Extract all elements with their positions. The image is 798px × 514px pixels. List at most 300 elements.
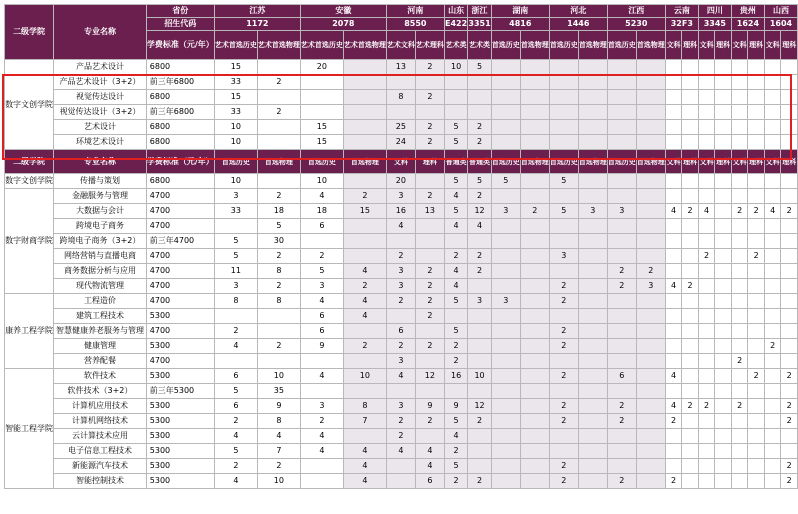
quota-cell xyxy=(764,399,781,414)
province-code: 2078 xyxy=(300,18,386,31)
subject-header: 艺术文科 xyxy=(386,31,415,60)
quota-cell: 3 xyxy=(386,279,415,294)
major-name: 营养配餐 xyxy=(54,354,147,369)
quota-cell xyxy=(257,309,300,324)
province-name: 江苏 xyxy=(214,5,300,18)
quota-cell xyxy=(781,234,798,249)
quota-cell: 8 xyxy=(214,294,257,309)
quota-cell xyxy=(491,399,520,414)
quota-cell: 5 xyxy=(444,294,467,309)
subject-header-2: 首选历史 xyxy=(491,150,520,174)
quota-cell xyxy=(607,249,636,264)
quota-cell: 2 xyxy=(415,60,444,75)
fee-header-2: 学费标准（元/年） xyxy=(146,150,214,174)
quota-cell: 2 xyxy=(257,189,300,204)
quota-cell xyxy=(636,294,665,309)
quota-cell xyxy=(468,444,492,459)
province-code: 1624 xyxy=(731,18,764,31)
quota-cell: 7 xyxy=(343,414,386,429)
quota-cell xyxy=(665,249,682,264)
table-row xyxy=(5,174,798,189)
major-name: 网络营销与直播电商 xyxy=(54,249,147,264)
quota-cell: 33 xyxy=(214,105,257,120)
quota-cell xyxy=(731,459,748,474)
quota-cell: 8 xyxy=(386,90,415,105)
quota-cell xyxy=(665,135,682,150)
quota-cell xyxy=(698,264,715,279)
quota-cell xyxy=(715,414,732,429)
quota-cell: 4 xyxy=(665,399,682,414)
quota-cell xyxy=(636,309,665,324)
major-name: 跨境电子商务（3+2） xyxy=(54,234,147,249)
quota-cell xyxy=(731,105,748,120)
quota-cell xyxy=(386,384,415,399)
quota-cell xyxy=(698,294,715,309)
quota-cell: 2 xyxy=(257,249,300,264)
major-name: 跨境电子商务 xyxy=(54,219,147,234)
quota-cell: 5 xyxy=(257,219,300,234)
quota-cell xyxy=(578,294,607,309)
quota-cell xyxy=(764,60,781,75)
quota-cell xyxy=(578,474,607,489)
quota-cell: 2 xyxy=(343,279,386,294)
quota-cell: 20 xyxy=(300,60,343,75)
quota-cell xyxy=(682,324,699,339)
quota-cell: 2 xyxy=(386,294,415,309)
quota-cell xyxy=(468,279,492,294)
table-row xyxy=(5,279,798,294)
quota-cell xyxy=(415,75,444,90)
quota-cell: 2 xyxy=(549,279,578,294)
quota-cell xyxy=(491,234,520,249)
quota-cell xyxy=(682,249,699,264)
quota-cell: 2 xyxy=(698,249,715,264)
quota-cell: 5 xyxy=(214,444,257,459)
table-row xyxy=(5,60,798,75)
fee-value: 6800 xyxy=(146,174,214,189)
quota-cell xyxy=(468,309,492,324)
quota-cell xyxy=(682,384,699,399)
quota-cell xyxy=(748,294,765,309)
subject-header-2: 理科 xyxy=(415,150,444,174)
fee-value: 5300 xyxy=(146,369,214,384)
quota-cell: 4 xyxy=(343,264,386,279)
fee-value: 6800 xyxy=(146,60,214,75)
quota-cell xyxy=(636,459,665,474)
quota-cell: 3 xyxy=(386,399,415,414)
quota-cell: 2 xyxy=(214,324,257,339)
quota-cell: 13 xyxy=(386,60,415,75)
quota-cell xyxy=(257,324,300,339)
quota-cell xyxy=(715,444,732,459)
major-name: 产品艺术设计 xyxy=(54,60,147,75)
quota-cell: 3 xyxy=(300,399,343,414)
quota-cell: 8 xyxy=(257,294,300,309)
quota-cell xyxy=(636,75,665,90)
quota-cell xyxy=(715,354,732,369)
quota-cell: 2 xyxy=(214,414,257,429)
quota-cell xyxy=(748,354,765,369)
quota-cell: 3 xyxy=(214,189,257,204)
quota-cell xyxy=(520,474,549,489)
province-name: 贵州 xyxy=(731,5,764,18)
quota-cell xyxy=(682,234,699,249)
quota-cell xyxy=(520,309,549,324)
quota-cell: 2 xyxy=(731,354,748,369)
quota-cell: 2 xyxy=(781,414,798,429)
quota-cell xyxy=(444,90,467,105)
quota-cell xyxy=(748,264,765,279)
quota-cell xyxy=(578,324,607,339)
subject-header: 艺术理科 xyxy=(415,31,444,60)
quota-cell xyxy=(343,60,386,75)
quota-cell xyxy=(578,309,607,324)
table-row xyxy=(5,474,798,489)
province-row xyxy=(5,5,798,18)
major-name: 计算机网络技术 xyxy=(54,414,147,429)
quota-cell xyxy=(731,324,748,339)
quota-cell xyxy=(520,120,549,135)
quota-cell: 2 xyxy=(415,135,444,150)
quota-cell xyxy=(698,105,715,120)
quota-cell xyxy=(607,135,636,150)
subject-header-2: 首选物理 xyxy=(343,150,386,174)
quota-cell xyxy=(491,219,520,234)
quota-cell xyxy=(682,339,699,354)
quota-cell: 24 xyxy=(386,135,415,150)
quota-cell: 15 xyxy=(300,120,343,135)
quota-cell xyxy=(698,309,715,324)
table-row xyxy=(5,354,798,369)
province-name: 江西 xyxy=(607,5,665,18)
quota-cell xyxy=(665,105,682,120)
quota-cell: 2 xyxy=(665,414,682,429)
quota-cell xyxy=(781,60,798,75)
subject-header: 艺术首选物理 xyxy=(343,31,386,60)
quota-cell: 10 xyxy=(214,135,257,150)
quota-cell: 4 xyxy=(214,429,257,444)
province-name: 安徽 xyxy=(300,5,386,18)
quota-cell xyxy=(343,75,386,90)
second-header-row xyxy=(5,150,798,174)
province-name: 河北 xyxy=(549,5,607,18)
quota-cell xyxy=(607,384,636,399)
quota-cell: 2 xyxy=(343,189,386,204)
enrollment-plan-table xyxy=(4,4,798,489)
quota-cell: 5 xyxy=(444,459,467,474)
quota-cell: 2 xyxy=(607,414,636,429)
subject-header: 文科 xyxy=(698,31,715,60)
quota-cell xyxy=(748,135,765,150)
quota-cell: 9 xyxy=(444,399,467,414)
quota-cell xyxy=(665,459,682,474)
quota-cell: 3 xyxy=(386,264,415,279)
quota-cell xyxy=(781,219,798,234)
province-name: 浙江 xyxy=(468,5,492,18)
major-name: 软件技术 xyxy=(54,369,147,384)
quota-cell: 2 xyxy=(444,474,467,489)
quota-cell: 4 xyxy=(415,444,444,459)
quota-cell xyxy=(764,135,781,150)
quota-cell: 4 xyxy=(665,279,682,294)
quota-cell xyxy=(415,249,444,264)
quota-cell xyxy=(748,90,765,105)
quota-cell: 20 xyxy=(386,174,415,189)
quota-cell: 10 xyxy=(214,120,257,135)
quota-cell: 5 xyxy=(444,204,467,219)
quota-cell: 2 xyxy=(468,414,492,429)
quota-cell: 18 xyxy=(300,204,343,219)
quota-cell xyxy=(781,354,798,369)
table-row xyxy=(5,75,798,90)
quota-cell xyxy=(698,324,715,339)
major-header: 专业名称 xyxy=(54,5,147,60)
quota-cell xyxy=(468,384,492,399)
quota-cell: 4 xyxy=(300,429,343,444)
quota-cell xyxy=(549,354,578,369)
quota-cell: 10 xyxy=(257,474,300,489)
quota-cell xyxy=(578,384,607,399)
subject-header-2: 文科 xyxy=(731,150,748,174)
quota-cell xyxy=(698,75,715,90)
fee-value: 4700 xyxy=(146,324,214,339)
subject-header: 艺术类 xyxy=(444,31,467,60)
quota-cell: 4 xyxy=(300,189,343,204)
major-header-2: 专业名称 xyxy=(54,150,147,174)
quota-cell xyxy=(715,324,732,339)
subject-header: 文科 xyxy=(764,31,781,60)
quota-cell xyxy=(549,120,578,135)
quota-cell xyxy=(682,354,699,369)
quota-cell xyxy=(748,309,765,324)
quota-cell: 16 xyxy=(386,204,415,219)
quota-cell xyxy=(731,174,748,189)
quota-cell xyxy=(715,279,732,294)
quota-cell xyxy=(549,189,578,204)
quota-cell xyxy=(578,264,607,279)
school-name: 数字文创学院 xyxy=(5,174,54,189)
quota-cell xyxy=(698,474,715,489)
quota-cell: 2 xyxy=(386,249,415,264)
quota-cell: 4 xyxy=(444,264,467,279)
fee-value: 6800 xyxy=(146,90,214,105)
quota-cell xyxy=(682,459,699,474)
quota-cell xyxy=(549,234,578,249)
quota-cell xyxy=(578,339,607,354)
quota-cell xyxy=(300,474,343,489)
quota-cell xyxy=(491,459,520,474)
quota-cell xyxy=(781,339,798,354)
province-code: E422 xyxy=(444,18,467,31)
table-row xyxy=(5,234,798,249)
quota-cell xyxy=(491,249,520,264)
quota-cell xyxy=(520,399,549,414)
quota-cell xyxy=(468,234,492,249)
quota-cell xyxy=(520,90,549,105)
quota-cell xyxy=(343,174,386,189)
quota-cell xyxy=(491,444,520,459)
quota-cell xyxy=(468,90,492,105)
quota-cell xyxy=(764,90,781,105)
quota-cell xyxy=(415,384,444,399)
quota-cell xyxy=(257,135,300,150)
quota-cell xyxy=(781,384,798,399)
major-name: 商务数据分析与应用 xyxy=(54,264,147,279)
quota-cell: 3 xyxy=(491,294,520,309)
quota-cell: 4 xyxy=(444,219,467,234)
quota-cell xyxy=(764,369,781,384)
quota-cell xyxy=(343,354,386,369)
subject-header: 首选物理 xyxy=(520,31,549,60)
quota-cell xyxy=(491,309,520,324)
quota-cell: 10 xyxy=(468,369,492,384)
quota-cell: 2 xyxy=(300,249,343,264)
quota-cell xyxy=(520,75,549,90)
quota-cell xyxy=(764,174,781,189)
quota-cell xyxy=(731,384,748,399)
quota-cell: 4 xyxy=(300,369,343,384)
quota-cell xyxy=(444,75,467,90)
table-row xyxy=(5,339,798,354)
quota-cell: 2 xyxy=(549,369,578,384)
major-name: 智能控制技术 xyxy=(54,474,147,489)
quota-cell: 4 xyxy=(698,204,715,219)
quota-cell xyxy=(468,429,492,444)
table-row xyxy=(5,369,798,384)
quota-cell xyxy=(386,459,415,474)
subject-header-2: 文科 xyxy=(698,150,715,174)
quota-cell xyxy=(698,219,715,234)
quota-cell: 4 xyxy=(343,309,386,324)
quota-cell xyxy=(578,444,607,459)
quota-cell: 4 xyxy=(214,339,257,354)
major-name: 现代物流管理 xyxy=(54,279,147,294)
quota-cell xyxy=(636,189,665,204)
subject-header: 艺术首选历史 xyxy=(214,31,257,60)
quota-cell: 2 xyxy=(682,204,699,219)
province-name: 山西 xyxy=(764,5,797,18)
subject-header: 理科 xyxy=(715,31,732,60)
major-name: 产品艺术设计（3+2） xyxy=(54,75,147,90)
quota-cell xyxy=(682,474,699,489)
quota-cell xyxy=(636,234,665,249)
quota-cell xyxy=(764,234,781,249)
quota-cell: 2 xyxy=(607,399,636,414)
major-name: 艺术设计 xyxy=(54,120,147,135)
quota-cell: 4 xyxy=(343,474,386,489)
fee-value: 6800 xyxy=(146,135,214,150)
quota-cell xyxy=(731,474,748,489)
quota-cell: 4 xyxy=(300,294,343,309)
quota-cell xyxy=(386,105,415,120)
quota-cell xyxy=(715,189,732,204)
major-name: 环境艺术设计 xyxy=(54,135,147,150)
quota-cell xyxy=(682,294,699,309)
school-name: 数字财商学院 xyxy=(5,189,54,294)
quota-cell xyxy=(665,174,682,189)
major-name: 软件技术（3+2） xyxy=(54,384,147,399)
quota-cell xyxy=(386,474,415,489)
quota-cell: 10 xyxy=(257,369,300,384)
fee-value: 5300 xyxy=(146,399,214,414)
quota-cell: 2 xyxy=(636,264,665,279)
quota-cell xyxy=(300,459,343,474)
quota-cell xyxy=(578,75,607,90)
quota-cell xyxy=(214,219,257,234)
quota-cell xyxy=(748,120,765,135)
quota-cell: 2 xyxy=(386,414,415,429)
quota-cell xyxy=(520,60,549,75)
major-name: 工程造价 xyxy=(54,294,147,309)
quota-cell xyxy=(578,219,607,234)
quota-cell xyxy=(468,75,492,90)
table-row xyxy=(5,90,798,105)
quota-cell xyxy=(682,429,699,444)
quota-cell xyxy=(748,75,765,90)
subject-header: 首选历史 xyxy=(607,31,636,60)
quota-cell: 6 xyxy=(415,474,444,489)
quota-cell: 6 xyxy=(386,324,415,339)
quota-cell: 2 xyxy=(415,90,444,105)
quota-cell xyxy=(578,174,607,189)
quota-cell: 4 xyxy=(665,369,682,384)
quota-cell xyxy=(491,60,520,75)
quota-cell xyxy=(748,60,765,75)
quota-cell xyxy=(682,60,699,75)
fee-value: 前三年4700 xyxy=(146,234,214,249)
quota-cell xyxy=(781,189,798,204)
quota-cell xyxy=(665,75,682,90)
quota-cell xyxy=(636,474,665,489)
quota-cell: 4 xyxy=(214,474,257,489)
quota-cell: 2 xyxy=(468,120,492,135)
quota-cell xyxy=(715,459,732,474)
quota-cell xyxy=(698,135,715,150)
quota-cell xyxy=(698,384,715,399)
quota-cell: 4 xyxy=(257,429,300,444)
quota-cell xyxy=(636,204,665,219)
quota-cell xyxy=(715,309,732,324)
quota-cell: 4 xyxy=(386,444,415,459)
quota-cell xyxy=(607,339,636,354)
quota-cell xyxy=(764,264,781,279)
quota-cell xyxy=(343,249,386,264)
quota-cell xyxy=(549,384,578,399)
quota-cell xyxy=(343,105,386,120)
quota-cell xyxy=(549,75,578,90)
quota-cell xyxy=(748,414,765,429)
quota-cell: 8 xyxy=(343,399,386,414)
quota-cell xyxy=(731,60,748,75)
quota-cell: 2 xyxy=(781,474,798,489)
quota-cell xyxy=(764,459,781,474)
quota-cell: 4 xyxy=(444,279,467,294)
quota-cell: 2 xyxy=(731,399,748,414)
quota-cell: 4 xyxy=(444,189,467,204)
quota-cell xyxy=(715,60,732,75)
subject-header: 艺术类 xyxy=(468,31,492,60)
quota-cell xyxy=(520,369,549,384)
quota-cell xyxy=(748,399,765,414)
province-name: 云南 xyxy=(665,5,698,18)
province-code: 1604 xyxy=(764,18,797,31)
quota-cell: 3 xyxy=(386,354,415,369)
quota-cell xyxy=(520,234,549,249)
quota-cell: 2 xyxy=(468,249,492,264)
quota-cell xyxy=(415,429,444,444)
subject-header-2: 首选历史 xyxy=(549,150,578,174)
quota-cell: 6 xyxy=(214,399,257,414)
